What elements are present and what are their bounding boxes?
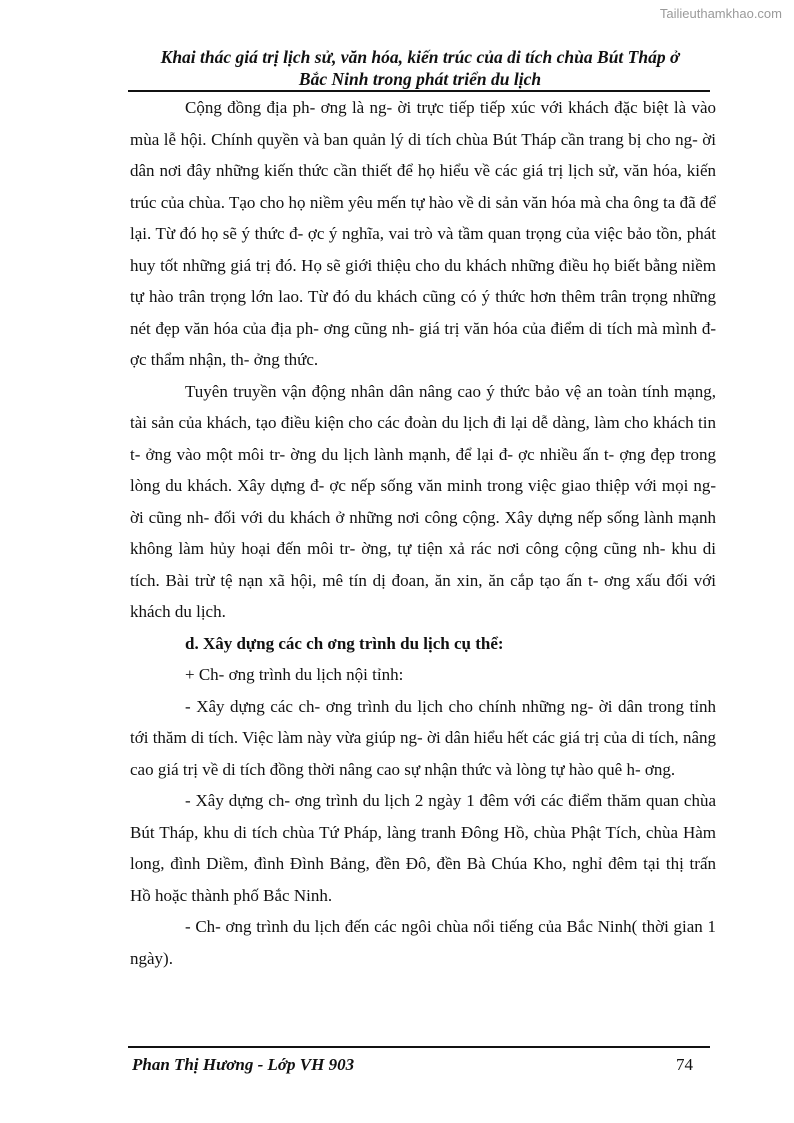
document-body — [130, 92, 716, 974]
header-title-line-1: Khai thác giá trị lịch sử, văn hóa, kiến trúc của di tích chùa Bút Tháp ở — [160, 47, 680, 67]
header-title-line-2: Bắc Ninh trong phát triển du lịch — [298, 69, 542, 89]
section-heading: d. Xây dựng các ch ơng trình du lịch cụ thể: — [185, 633, 504, 653]
watermark: Tailieuthamkhao.com — [659, 6, 782, 21]
list-item-two-day-tour: - Xây dựng ch- ơng trình du lịch 2 ngày 1 đêm với các điểm thăm quan chùa Bút Tháp, khu di tích chùa Tứ Pháp, làng tranh Đông Hồ, chùa Phật Tích, chùa Hàm long, đình Diềm, đình Đình Bảng, đền Đô, đền Bà Chúa Kho, nghỉ đêm tại thị trấn Hồ hoặc thành phố Bắc Ninh. — [130, 791, 716, 905]
footer-author: Phan Thị Hương - Lớp VH 903 — [132, 1055, 355, 1074]
list-item-pagoda-tour: - Ch- ơng trình du lịch đến các ngôi chùa nổi tiếng của Bắc Ninh( thời gian 1 ngày). — [130, 917, 716, 968]
paragraph-community: Cộng đồng địa ph- ơng là ng- ời trực tiếp tiếp xúc với khách đặc biệt là vào mùa lễ hội. Chính quyền và ban quản lý di tích chùa Bút Tháp cần trang bị cho ng- ời dân nơi đây những kiến thức cần thiết để họ hiểu về các giá trị lịch sử, văn hóa, kiến trúc của chùa. Tạo cho họ niềm yêu mến tự hào về di sản văn hóa mà cha ông ta đã để lại. Từ đó họ sẽ ý thức đ- ợc ý nghĩa, vai trò và tầm quan trọng của việc bảo tồn, phát huy tốt những giá trị đó. Họ sẽ giới thiệu cho du khách những điều họ biết bằng niềm tự hào trân trọng lớn lao. Từ đó du khách cũng có ý thức hơn thêm trân trọng những nét đẹp văn hóa của địa ph- ơng cũng nh- giá trị văn hóa của điểm di tích mà mình đ- ợc thẩm nhận, th- ởng thức. — [130, 98, 716, 369]
list-item-provincial-program: + Ch- ơng trình du lịch nội tỉnh: — [185, 665, 404, 684]
paragraph-propaganda: Tuyên truyền vận động nhân dân nâng cao ý thức bảo vệ an toàn tính mạng, tài sản của khách, tạo điều kiện cho các đoàn du lịch đi lại dễ dàng, làm cho khách tin t- ởng vào một môi tr- ờng du lịch lành mạnh, để lại đ- ợc nhiều ấn t- ợng đẹp trong lòng du khách. Xây dựng đ- ợc nếp sống văn minh trong việc giao thiệp với mọi ng- ời cũng nh- đối với du khách ở những nơi công cộng. Xây dựng nếp sống lành mạnh không làm hủy hoại đến môi tr- ờng, tự tiện xả rác nơi công cộng cũng nh- khu di tích. Bài trừ tệ nạn xã hội, mê tín dị đoan, ăn xin, ăn cắp tạo ấn t- ơng xấu đối với khách du lịch. — [130, 381, 716, 621]
list-item-local-tours: - Xây dựng các ch- ơng trình du lịch cho chính những ng- ời dân trong tỉnh tới thăm di tích. Việc làm này vừa giúp ng- ời dân hiểu hết các giá trị của di tích, nâng cao giá trị về di tích đồng thời nâng cao sự nhận thức và lòng tự hào quê h- ơng. — [130, 696, 716, 779]
page-number: 74 — [676, 1055, 693, 1074]
footer-divider — [128, 1046, 710, 1048]
running-header — [130, 46, 710, 90]
